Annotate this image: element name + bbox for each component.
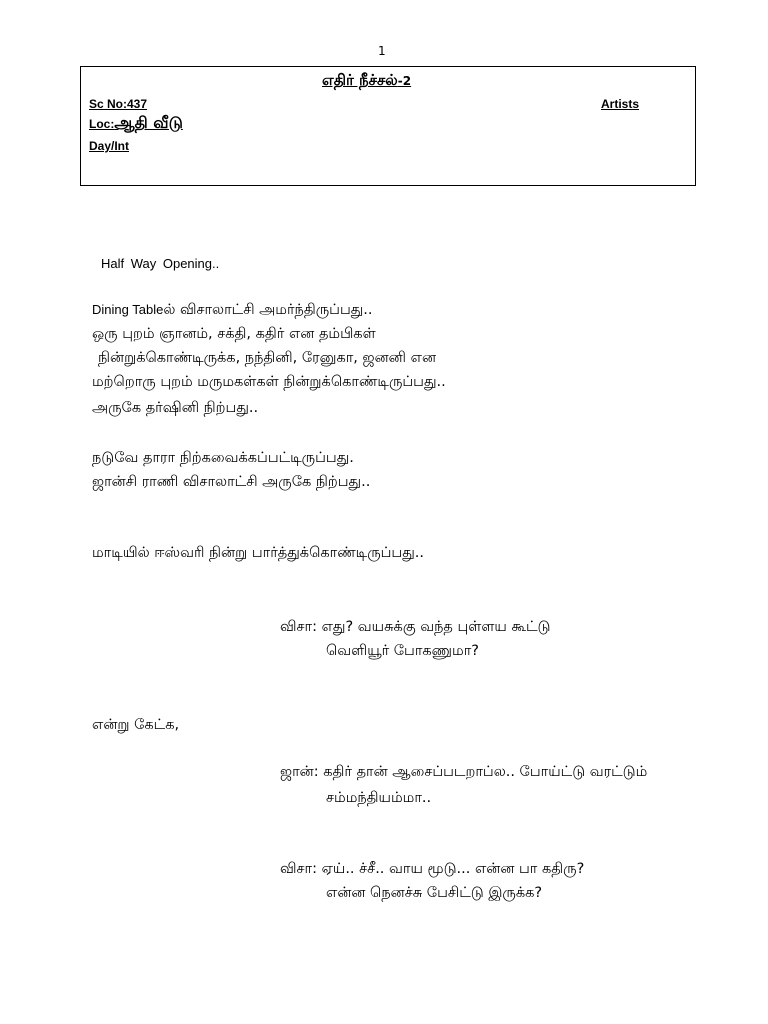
title-main: எதிர் நீச்சல் — [322, 71, 398, 89]
dialogue-line: ஜான்: கதிர் தான் ஆசைப்படறாப்ல.. போய்ட்டு வரட்டும் — [280, 764, 648, 780]
action-line — [92, 298, 373, 322]
dialogue-line: விசா: எது? வயசுக்கு வந்த புள்ளய கூட்டு — [280, 619, 551, 635]
action-line: நின்றுக்கொண்டிருக்க, நந்தினி, ரேனுகா, ஜனனி என — [98, 350, 437, 366]
action-line: மற்றொரு புறம் மருமகள்கள் நின்றுக்கொண்டிருப்பது.. — [92, 374, 446, 390]
day-int-label: Day/Int — [89, 139, 130, 153]
title-episode-number: -2 — [397, 74, 412, 88]
scene-number: Sc No:437 — [89, 97, 148, 111]
dialogue-line: விசா: ஏய்.. ச்சீ.. வாய மூடு... என்ன பா கதிரு? — [280, 861, 585, 877]
location-value: ஆதி வீடு — [114, 113, 183, 132]
action-text: ல் விசாலாட்சி அமர்ந்திருப்பது.. — [163, 302, 373, 318]
dialogue-continuation: சம்மந்தியம்மா.. — [326, 790, 432, 806]
action-line: ஒரு புறம் ஞானம், சக்தி, கதிர் என தம்பிகள் — [92, 326, 376, 342]
dialogue-continuation: என்ன நெனச்சு பேசிட்டு இருக்க? — [326, 885, 543, 901]
page-number: 1 — [378, 44, 386, 58]
artists-label: Artists — [601, 97, 640, 111]
action-line: என்று கேட்க, — [92, 717, 180, 733]
action-line: நடுவே தாரா நிற்கவைக்கப்பட்டிருப்பது. — [92, 450, 354, 466]
location-label: Loc: — [89, 117, 115, 131]
action-line: மாடியில் ஈஸ்வரி நின்று பார்த்துக்கொண்டிருப்பது.. — [92, 545, 425, 561]
action-line: ஜான்சி ராணி விசாலாட்சி அருகே நிற்பது.. — [92, 474, 371, 490]
dining-table-text: Dining Table — [92, 302, 164, 317]
dialogue-continuation: வெளியூர் போகணுமா? — [326, 643, 479, 659]
location — [89, 113, 183, 134]
script-title — [322, 71, 411, 91]
action-line: அருகே தர்ஷினி நிற்பது.. — [92, 400, 259, 416]
half-way-opening: Half Way Opening.. — [101, 256, 220, 271]
